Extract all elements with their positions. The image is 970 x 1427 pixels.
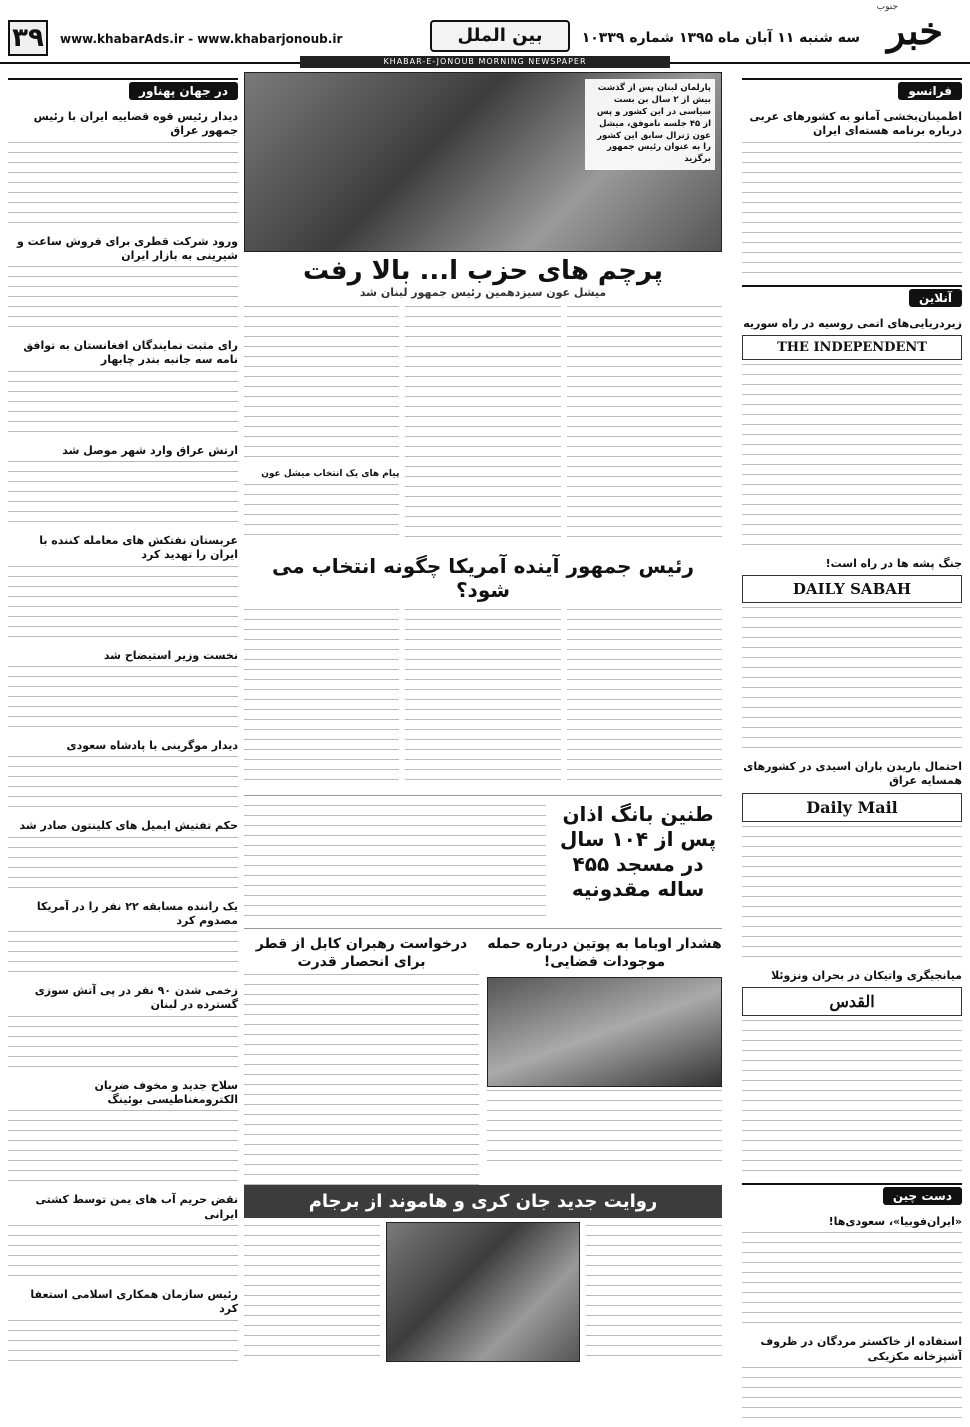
brief-title: سلاح جدید و مخوف ضربان الکترومغناطیسی بوئینگ: [94, 1078, 238, 1107]
brief-title: ورود شرکت قطری برای فروش ساعت و شیرینی به بازار ایران: [16, 234, 238, 262]
brief-title: رئیس سازمان همکاری اسلامی استعفا کرد: [30, 1287, 238, 1316]
section-title: بین الملل: [430, 20, 570, 52]
news-brief: [8, 444, 238, 528]
news-brief: [8, 984, 238, 1073]
kerry-hammond-headline: روایت جدید جان کری و هاموند از برجام: [244, 1185, 722, 1218]
story-title: استفاده از خاکستر مردگان در ظروف آشپزخانه مکزیکی: [760, 1335, 962, 1363]
brief-title: دیدار موگرینی با پادشاه سعودی: [66, 738, 238, 752]
lead-subheadline: میشل عون سیزدهمین رئیس جمهور لبنان شد: [359, 286, 607, 299]
kerry-hammond-photo: [386, 1222, 579, 1362]
story-title: جنگ پشه ها در راه است!: [825, 556, 962, 570]
mini-title: پیام های یک انتخاب میشل عون: [261, 469, 400, 479]
news-brief: [8, 235, 238, 334]
news-brief: [8, 819, 238, 893]
rubric-label: فرانسو: [898, 82, 962, 100]
lebanon-rally-photo: [244, 72, 722, 252]
issue-date: سه شنبه ۱۱ آبان ماه ۱۳۹۵ شماره ۱۰۳۳۹: [581, 30, 860, 46]
masthead-strip: KHABAR-E-JONOUB MORNING NEWSPAPER: [300, 56, 670, 68]
story-title: اطمینان‌بخشی آمانو به کشورهای عربی درباره برنامه هسته‌ای ایران: [749, 110, 962, 138]
brief-title: نقض حریم آب های یمن توسط کشتی ایرانی: [35, 1193, 238, 1221]
news-brief: [8, 110, 238, 229]
lead-story-body: [244, 303, 722, 546]
brief-title: دیدار رئیس قوه قضاییه ایران با رئیس جمهور عراق: [33, 110, 238, 138]
news-brief: [8, 739, 238, 813]
news-briefs-list: [8, 110, 238, 1367]
left-column: [8, 72, 238, 1424]
masthead: [0, 0, 970, 64]
news-brief: [8, 1079, 238, 1188]
right-column: [742, 72, 962, 1424]
kerry-hammond-story: [244, 1222, 722, 1372]
news-brief: [8, 534, 238, 643]
brief-title: عربستان نفتکش های معامله کننده با ایران را تهدید کرد: [39, 534, 238, 562]
rubric-label: آنلاین: [909, 289, 962, 307]
news-brief: [8, 1288, 238, 1367]
adhan-headline: طنین بانگ اذان پس از ۱۰۴ سال در مسجد ۴۵۵ ساله مقدونیه: [559, 802, 717, 901]
news-brief: [8, 900, 238, 979]
news-brief: [8, 339, 238, 438]
story-title: میانجیگری واتیکان در بحران ونزوئلا: [771, 968, 962, 982]
source-logo: القدس: [742, 987, 962, 1016]
source-logo: Daily Mail: [742, 793, 962, 822]
logo-subtitle: جنوب: [876, 2, 898, 12]
website-links[interactable]: www.khabarAds.ir - www.khabarjonoub.ir: [60, 32, 343, 46]
source-logo: DAILY SABAH: [742, 575, 962, 603]
story-title: زیردریایی‌های اتمی روسیه در راه سوریه: [743, 316, 962, 330]
obama-putin-photo: [487, 977, 722, 1087]
photo-caption: پارلمان لبنان پس از گذشت بیش از ۲ سال بن بست سیاسی در این کشور و پس از ۴۵ جلسه ناموفق، میشل عون ژنرال سابق این کشور را به عنوان رئیس جمهور برگزید: [585, 79, 715, 170]
page-number: ۳۹: [8, 20, 48, 56]
us-election-body: [244, 606, 722, 789]
kabul-qatar-headline: درخواست رهبران کابل از قطر برای انحصار قدرت: [255, 936, 468, 971]
rubric-label: در جهان پهناور: [129, 82, 238, 100]
story-title: احتمال باریدن باران اسیدی در کشورهای همسایه عراق: [743, 760, 962, 788]
brief-title: یک راننده مسابقه ۲۲ نفر را در آمریکا مصدوم کرد: [36, 899, 238, 927]
news-brief: [8, 649, 238, 733]
obama-putin-headline: هشدار اوباما به پوتین درباره حمله موجودات فضایی!: [487, 936, 722, 971]
brief-title: نخست وزیر استیضاح شد: [103, 648, 238, 662]
adhan-story: [244, 802, 722, 922]
middle-column: [244, 72, 722, 1424]
brief-title: زخمی شدن ۹۰ نفر در پی آتش سوزی گسترده در لبنان: [34, 984, 238, 1012]
lead-headline: پرچم های حزب ا... بالا رفت: [303, 256, 663, 286]
us-election-headline: رئیس جمهور آینده آمریکا چگونه انتخاب می شود؟: [272, 554, 694, 602]
rubric-label: دست چین: [883, 1187, 962, 1205]
bottom-stories: [244, 935, 722, 1185]
story-title: «ایران‌فوبیا»، سعودی‌ها!: [828, 1215, 962, 1229]
source-logo: THE INDEPENDENT: [742, 335, 962, 360]
brief-title: رای مثبت نمایندگان افغانستان به توافق نامه سه جانبه بندر چابهار: [23, 339, 238, 367]
newspaper-logo: خبر: [887, 8, 943, 53]
brief-title: ارتش عراق وارد شهر موصل شد: [62, 443, 238, 457]
news-brief: [8, 1193, 238, 1282]
brief-title: حکم تفتیش ایمیل های کلینتون صادر شد: [19, 819, 238, 833]
